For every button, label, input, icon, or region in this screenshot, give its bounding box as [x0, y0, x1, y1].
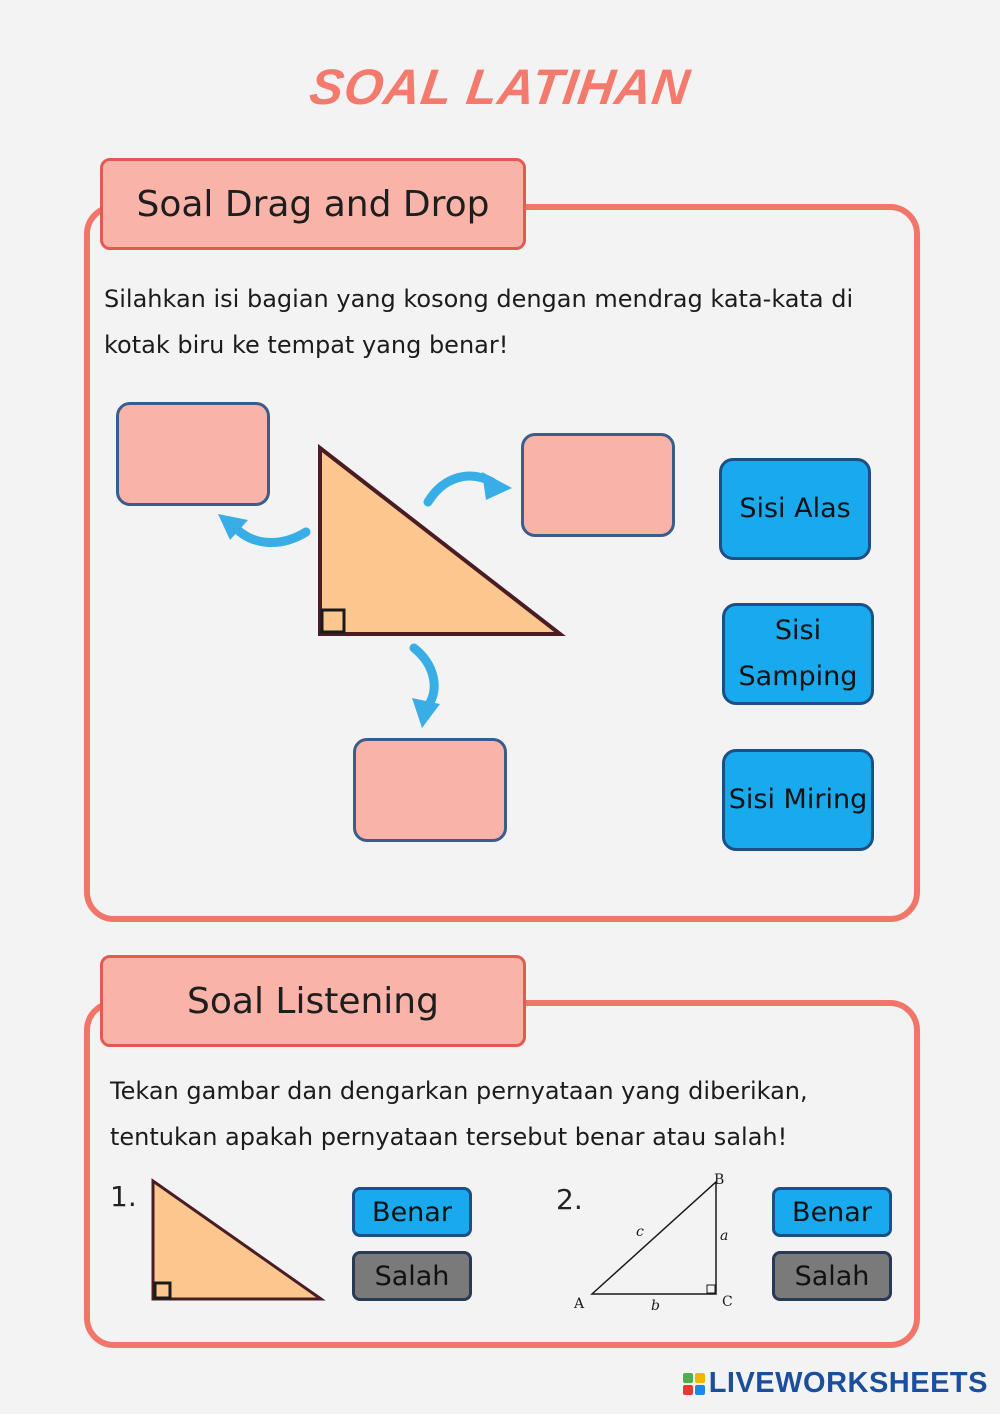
question-2-salah-button[interactable]: Salah — [772, 1251, 892, 1301]
arrow-head-bottom — [412, 698, 440, 728]
drop-box-base[interactable] — [353, 738, 507, 842]
page-title: SOAL LATIHAN — [306, 59, 694, 115]
arrow-to-bottom-box — [414, 648, 434, 706]
word-sisi-alas[interactable]: Sisi Alas — [719, 458, 871, 560]
instruction-line-2: kotak biru ke tempat yang benar! — [104, 331, 509, 359]
vertex-a-label: A — [574, 1296, 585, 1312]
drop-box-vertical-side[interactable] — [116, 402, 270, 506]
listening-tab: Soal Listening — [100, 955, 526, 1047]
brand-name: LIVEWORKSHEETS — [708, 1367, 988, 1399]
question-1-benar-button[interactable]: Benar — [352, 1187, 472, 1237]
arrow-to-hyp-box — [428, 476, 492, 502]
instruction-line-1: Silahkan isi bagian yang kosong dengan mendrag kata-kata di — [104, 285, 854, 313]
side-c-label: c — [636, 1224, 644, 1240]
vertex-b-label: B — [714, 1172, 725, 1188]
side-b-label: b — [651, 1298, 660, 1314]
question-2-benar-button[interactable]: Benar — [772, 1187, 892, 1237]
liveworksheets-logo[interactable] — [683, 1367, 988, 1400]
instruction-line-1: Tekan gambar dan dengarkan pernyataan yang diberikan, — [110, 1077, 808, 1105]
listening-instruction — [110, 1068, 910, 1160]
logo-icon — [683, 1373, 705, 1395]
word-sisi-samping[interactable]: Sisi Samping — [722, 603, 874, 705]
drop-box-hypotenuse[interactable] — [521, 433, 675, 537]
drag-drop-tab: Soal Drag and Drop — [100, 158, 526, 250]
arrow-head-right — [482, 472, 512, 500]
word-sisi-miring[interactable]: Sisi Miring — [722, 749, 874, 851]
question-2-number: 2. — [556, 1183, 583, 1216]
side-a-label: a — [720, 1228, 729, 1244]
vertex-c-label: C — [722, 1294, 733, 1310]
question-1-salah-button[interactable]: Salah — [352, 1251, 472, 1301]
drag-drop-instruction — [104, 276, 904, 368]
arrow-to-left-box — [232, 524, 306, 542]
question-1-number: 1. — [110, 1180, 137, 1213]
instruction-line-2: tentukan apakah pernyataan tersebut benar atau salah! — [110, 1123, 788, 1151]
question-2-triangle[interactable] — [566, 1166, 746, 1316]
question-1-triangle[interactable] — [145, 1175, 330, 1305]
